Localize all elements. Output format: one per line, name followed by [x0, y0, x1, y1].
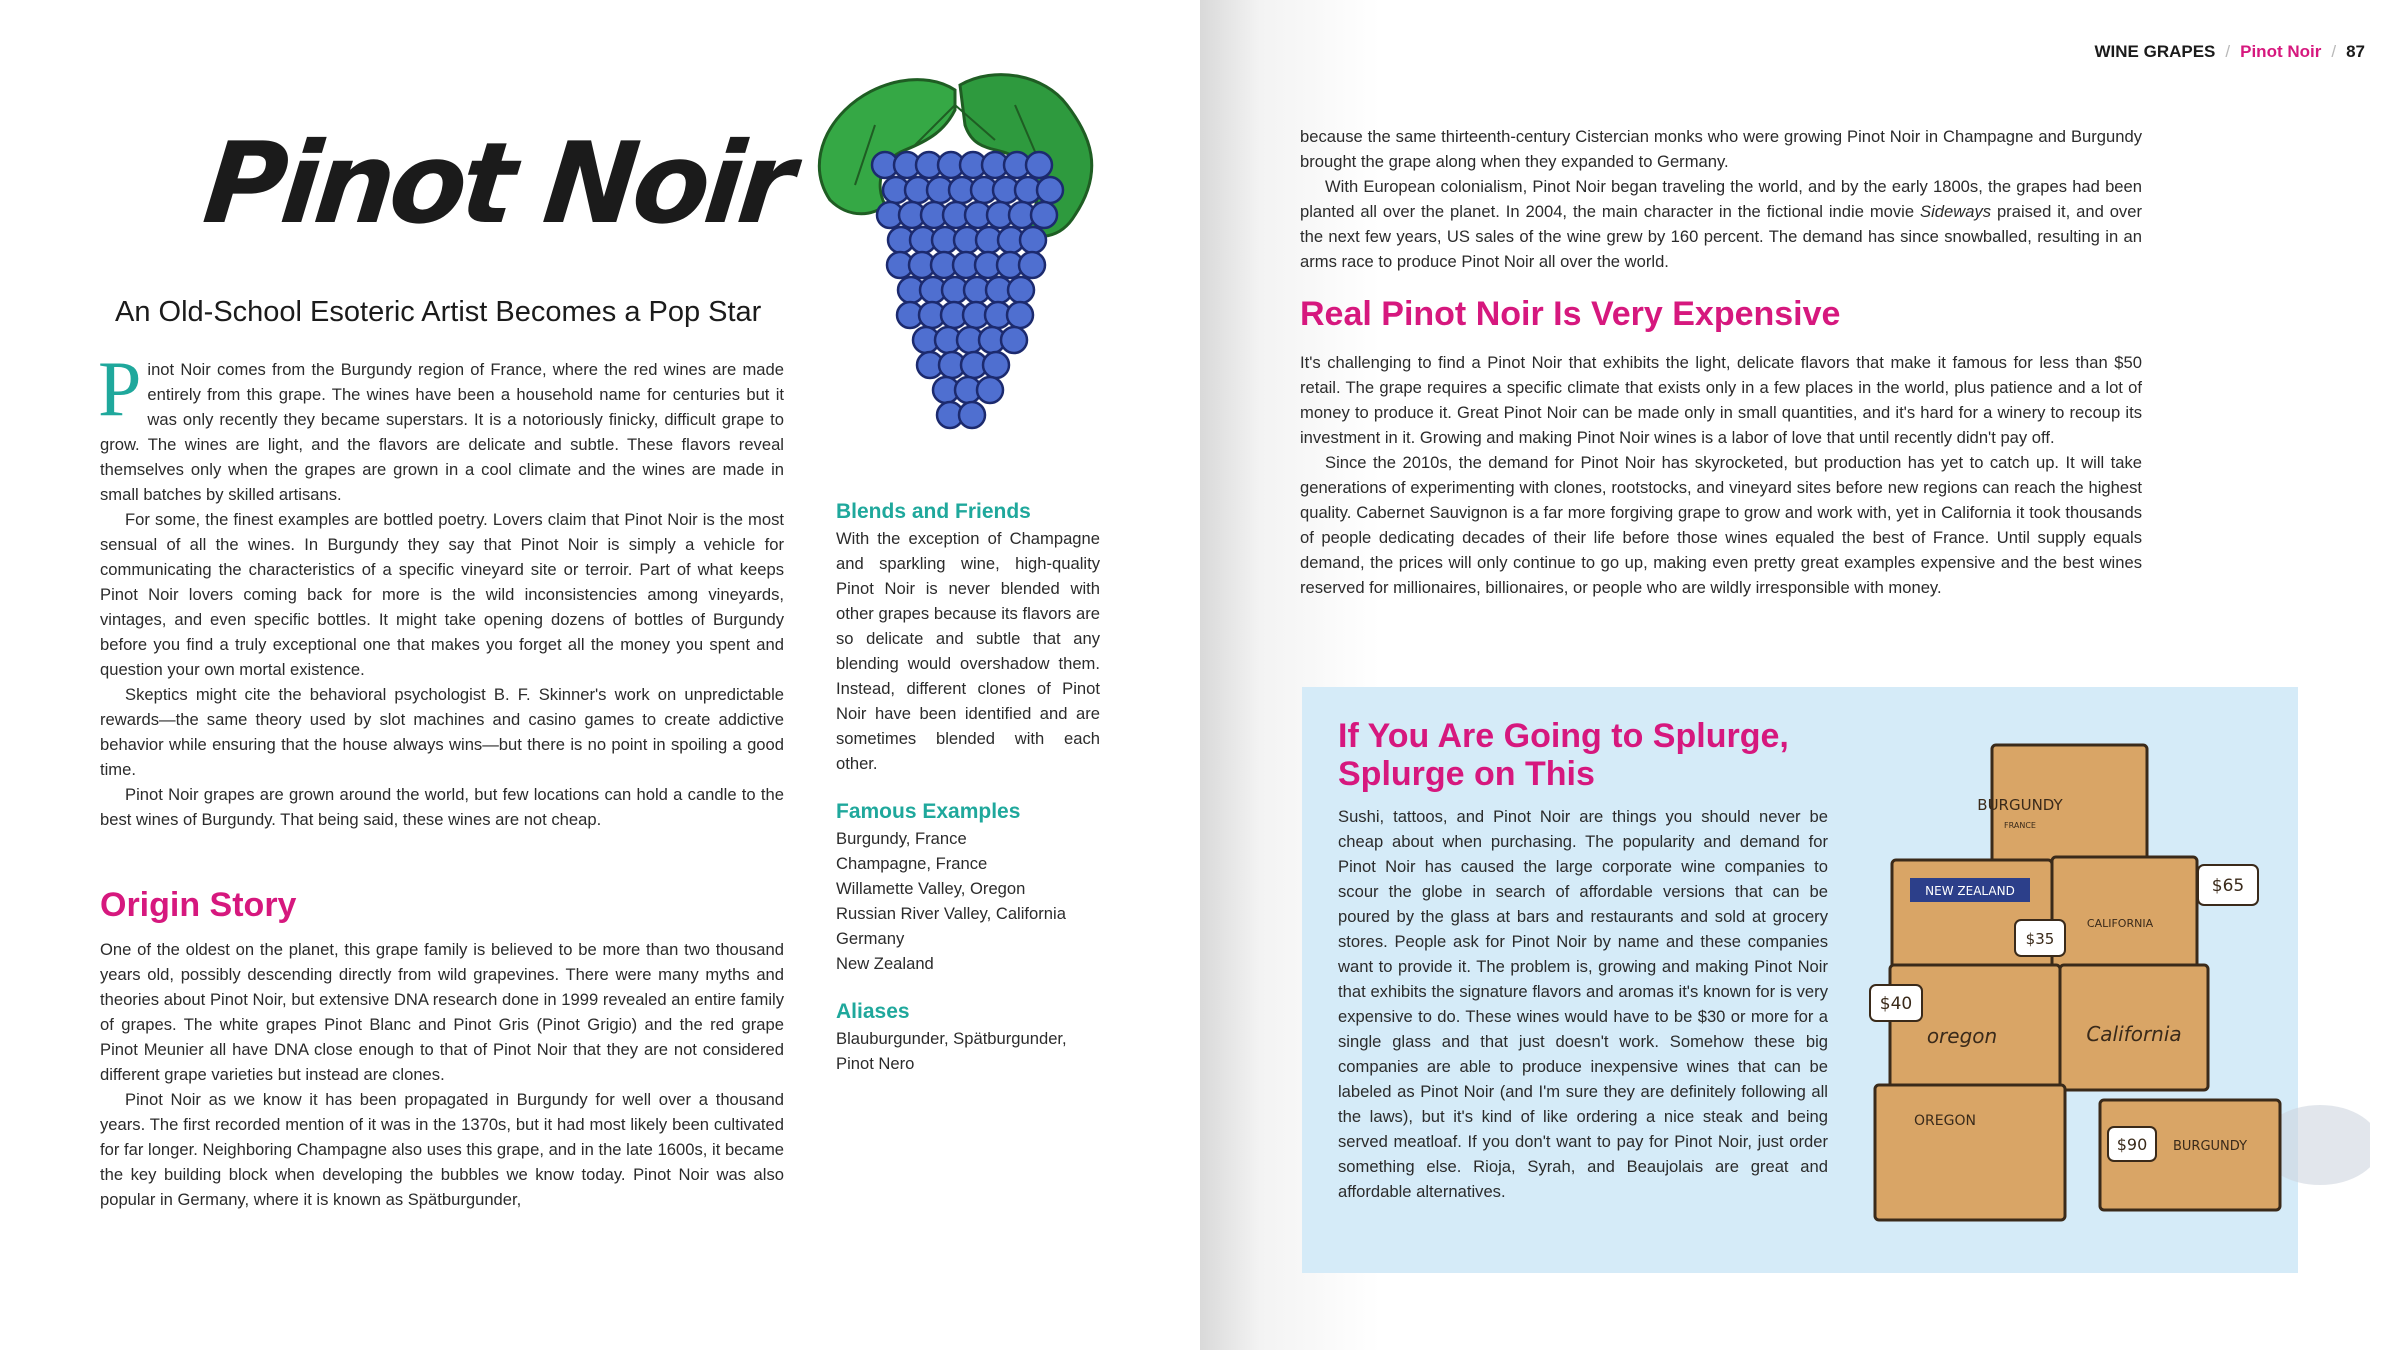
- movie-title: Sideways: [1920, 202, 1992, 221]
- grape-berry: [1019, 252, 1045, 278]
- origin-story-text: [100, 937, 784, 1212]
- expensive-paragraph-2: Since the 2010s, the demand for Pinot Noir has skyrocketed, but production has yet to catch up. It will take generations of experimenting with clones, rootstocks, and vineyard sites before new regions can reach the highest quality. Cabernet Sauvignon is a far more forgiving grape to grow and work with, yet in California it took thousands of people dedicating decades of their life before those wines equaled the best of France. Until supply equals demand, the prices will only continue to go up, making even pretty great examples expensive and the best wines reserved for millionaires, billionaires, or people who are wildly irresponsible with money.: [1300, 453, 2142, 597]
- continued-paragraph-1: because the same thirteenth-century Cistercian monks who were growing Pinot Noir in Champagne and Burgundy brought the grape along when they expanded to Germany.: [1300, 127, 2142, 171]
- intro-text: [98, 345, 784, 832]
- expensive-paragraph-1: It's challenging to find a Pinot Noir that exhibits the light, delicate flavors that make it famous for less than $50 retail. The grape requires a specific climate that exists only in a few places in the world, plus patience and a lot of money to produce it. Great Pinot Noir can be made only in small quantities, and it's hard for a winery to recoup its investment in it. Growing and making Pinot Noir wines is a labor of love that until recently didn't pay off.: [1300, 353, 2142, 447]
- grape-berry: [1037, 177, 1063, 203]
- famous-examples-heading: Famous Examples: [836, 800, 1021, 823]
- price-tag-40: $40: [1879, 994, 1913, 1014]
- grape-berry: [1001, 327, 1027, 353]
- sidebar-facts: [836, 498, 1100, 1076]
- continued-text: [1300, 124, 2142, 274]
- famous-examples-list: [836, 826, 1100, 976]
- grape-berry: [959, 402, 985, 428]
- grape-berry: [1008, 277, 1034, 303]
- grape-berry: [1031, 202, 1057, 228]
- list-item: Burgundy, France: [836, 829, 967, 848]
- origin-paragraph-1: One of the oldest on the planet, this grape family is believed to be more than two thousand years old, possibly descending directly from wild grapevines. There were many myths and theories about Pinot Noir, but extensive DNA research done in 1999 revealed an entire family of grapes. The white grapes Pinot Blanc and Pinot Gris (Pinot Grigio) and the red grape Pinot Meunier all have DNA close enough to that of Pinot Noir that they are not considered different grape varieties but instead are clones.: [100, 940, 784, 1084]
- splurge-paragraph: Sushi, tattoos, and Pinot Noir are things you should never be cheap about when purchasing. The popularity and demand for Pinot Noir has caused the large corporate wine companies to scour the globe in search of affordable versions that can be poured by the glass at bars and restaurants and sold at grocery stores. People ask for Pinot Noir by name and these companies want to provide it. The problem is, growing and making Pinot Noir that exhibits the signature flavors and aromas it's known for is very expensive to do. These wines would have to be $30 or more for a single glass and that just doesn't work. Somehow these big companies are able to produce inexpensive wines that can be labeled as Pinot Noir (and I'm sure they are definitely following all the laws), but it's kind of like ordering a nice steak and being served meatloaf. If you don't want to pay for Pinot Noir, just order something else. Rioja, Syrah, and Beaujolais are great and affordable alternatives.: [1338, 807, 1828, 1201]
- origin-story-heading: Origin Story: [100, 886, 297, 924]
- grape-berry: [1007, 302, 1033, 328]
- box-burgundy-label: BURGUNDY: [1977, 796, 2063, 814]
- box-california-script: California: [2086, 1022, 2182, 1046]
- box-california-label: CALIFORNIA: [2086, 917, 2154, 930]
- running-head-section: Pinot Noir: [2240, 42, 2322, 61]
- continued-paragraph-2: [1300, 174, 2142, 274]
- grape-berry: [1020, 227, 1046, 253]
- box-nz-label: NEW ZEALAND: [1925, 884, 2015, 898]
- list-item: New Zealand: [836, 954, 934, 973]
- price-tag-65: $65: [2211, 876, 2245, 896]
- blends-heading: Blends and Friends: [836, 500, 1031, 523]
- origin-paragraph-2: Pinot Noir as we know it has been propagated in Burgundy for well over a thousand years. The first recorded mention of it was in the 1370s, but it had most likely been cultivated for far longer. Neighboring Champagne also uses this grape, and in the late 1600s, it became the key building block when developing the bubbles we know today. Pinot Noir was also popular in Germany, where it is known as Spätburgunder,: [100, 1090, 784, 1209]
- intro-paragraph-4: Pinot Noir grapes are grown around the world, but few locations can hold a candle to the best wines of Burgundy. That being said, these wines are not cheap.: [100, 785, 784, 829]
- list-item: Germany: [836, 929, 905, 948]
- box-oregon-script: oregon: [1926, 1024, 1998, 1048]
- page-number: 87: [2346, 42, 2365, 61]
- grape-cluster-illustration: [805, 65, 1105, 465]
- running-head: WINE GRAPES / Pinot Noir / 87: [2094, 42, 2365, 61]
- box-france-label: FRANCE: [2004, 821, 2036, 830]
- blends-text: With the exception of Champagne and sparkling wine, high-quality Pinot Noir is never blended with other grapes because its flavors are so delicate and subtle that any blending would overshadow them. Instead, different clones of Pinot Noir have been identified and are sometimes blended with each other.: [836, 529, 1100, 773]
- grape-berry: [983, 352, 1009, 378]
- grape-berry: [977, 377, 1003, 403]
- page-subtitle: An Old-School Esoteric Artist Becomes a Pop Star: [115, 296, 762, 328]
- intro-paragraph-1: inot Noir comes from the Burgundy region of France, where the red wines are made entirely from this grape. The wines have been a household name for centuries but it was only recently they became superstars. It is a notoriously finicky, difficult grape to grow. The wines are light, and the flavors are delicate and subtle. These flavors reveal themselves only when the grapes are grown in a cool climate and the wines are made in small batches by skilled artisans.: [100, 360, 784, 504]
- aliases-heading: Aliases: [836, 1000, 910, 1023]
- running-head-book: WINE GRAPES: [2094, 42, 2216, 61]
- grape-berry: [1026, 152, 1052, 178]
- splurge-heading: If You Are Going to Splurge, Splurge on This: [1338, 717, 1789, 793]
- price-tag-90: $90: [2116, 1135, 2148, 1154]
- continued-text-b: praised it, and over the next few years, US sales of the wine grew by 160 percent. The demand has since snowballed, resulting in an arms race to produce Pinot Noir all over the world.: [1300, 202, 2142, 271]
- box-burgundy-bottom-label: BURGUNDY: [2172, 1139, 2248, 1154]
- expensive-text: [1300, 350, 2142, 600]
- list-item: Willamette Valley, Oregon: [836, 879, 1026, 898]
- expensive-heading: Real Pinot Noir Is Very Expensive: [1300, 295, 1841, 333]
- drop-cap: P: [98, 345, 142, 432]
- splurge-text: [1338, 804, 1828, 1204]
- page-title: Pinot Noir: [198, 119, 796, 249]
- aliases-text: Blauburgunder, Spätburgunder, Pinot Nero: [836, 1029, 1067, 1073]
- continued-text-a: With European colonialism, Pinot Noir began traveling the world, and by the early 1800s, the grapes had been planted all over the planet. In 2004, the main character in the fictional indie movie: [1300, 177, 2142, 221]
- price-tag-35: $35: [2025, 930, 2055, 948]
- intro-paragraph-2: For some, the finest examples are bottled poetry. Lovers claim that Pinot Noir is the most sensual of all the wines. In Burgundy they say that Pinot Noir is simply a vehicle for communicating the characteristics of a specific vineyard site or terroir. Part of what keeps Pinot Noir lovers coming back for more is the wild inconsistencies among vineyards, vintages, and even specific bottles. It might take opening dozens of bottles of Burgundy before you find a truly exceptional one that makes you forget all the money you spent and question your own mortal existence.: [100, 510, 784, 679]
- list-item: Russian River Valley, California: [836, 904, 1066, 923]
- list-item: Champagne, France: [836, 854, 988, 873]
- wine-boxes-illustration: [1850, 725, 2370, 1235]
- box-oregon-label: OREGON: [1914, 1113, 1976, 1129]
- intro-paragraph-3: Skeptics might cite the behavioral psychologist B. F. Skinner's work on unpredictable rewards—the same theory used by slot machines and casino games to create addictive behavior while ensuring that the house always wins—but there is no point in spoiling a good time.: [100, 685, 784, 779]
